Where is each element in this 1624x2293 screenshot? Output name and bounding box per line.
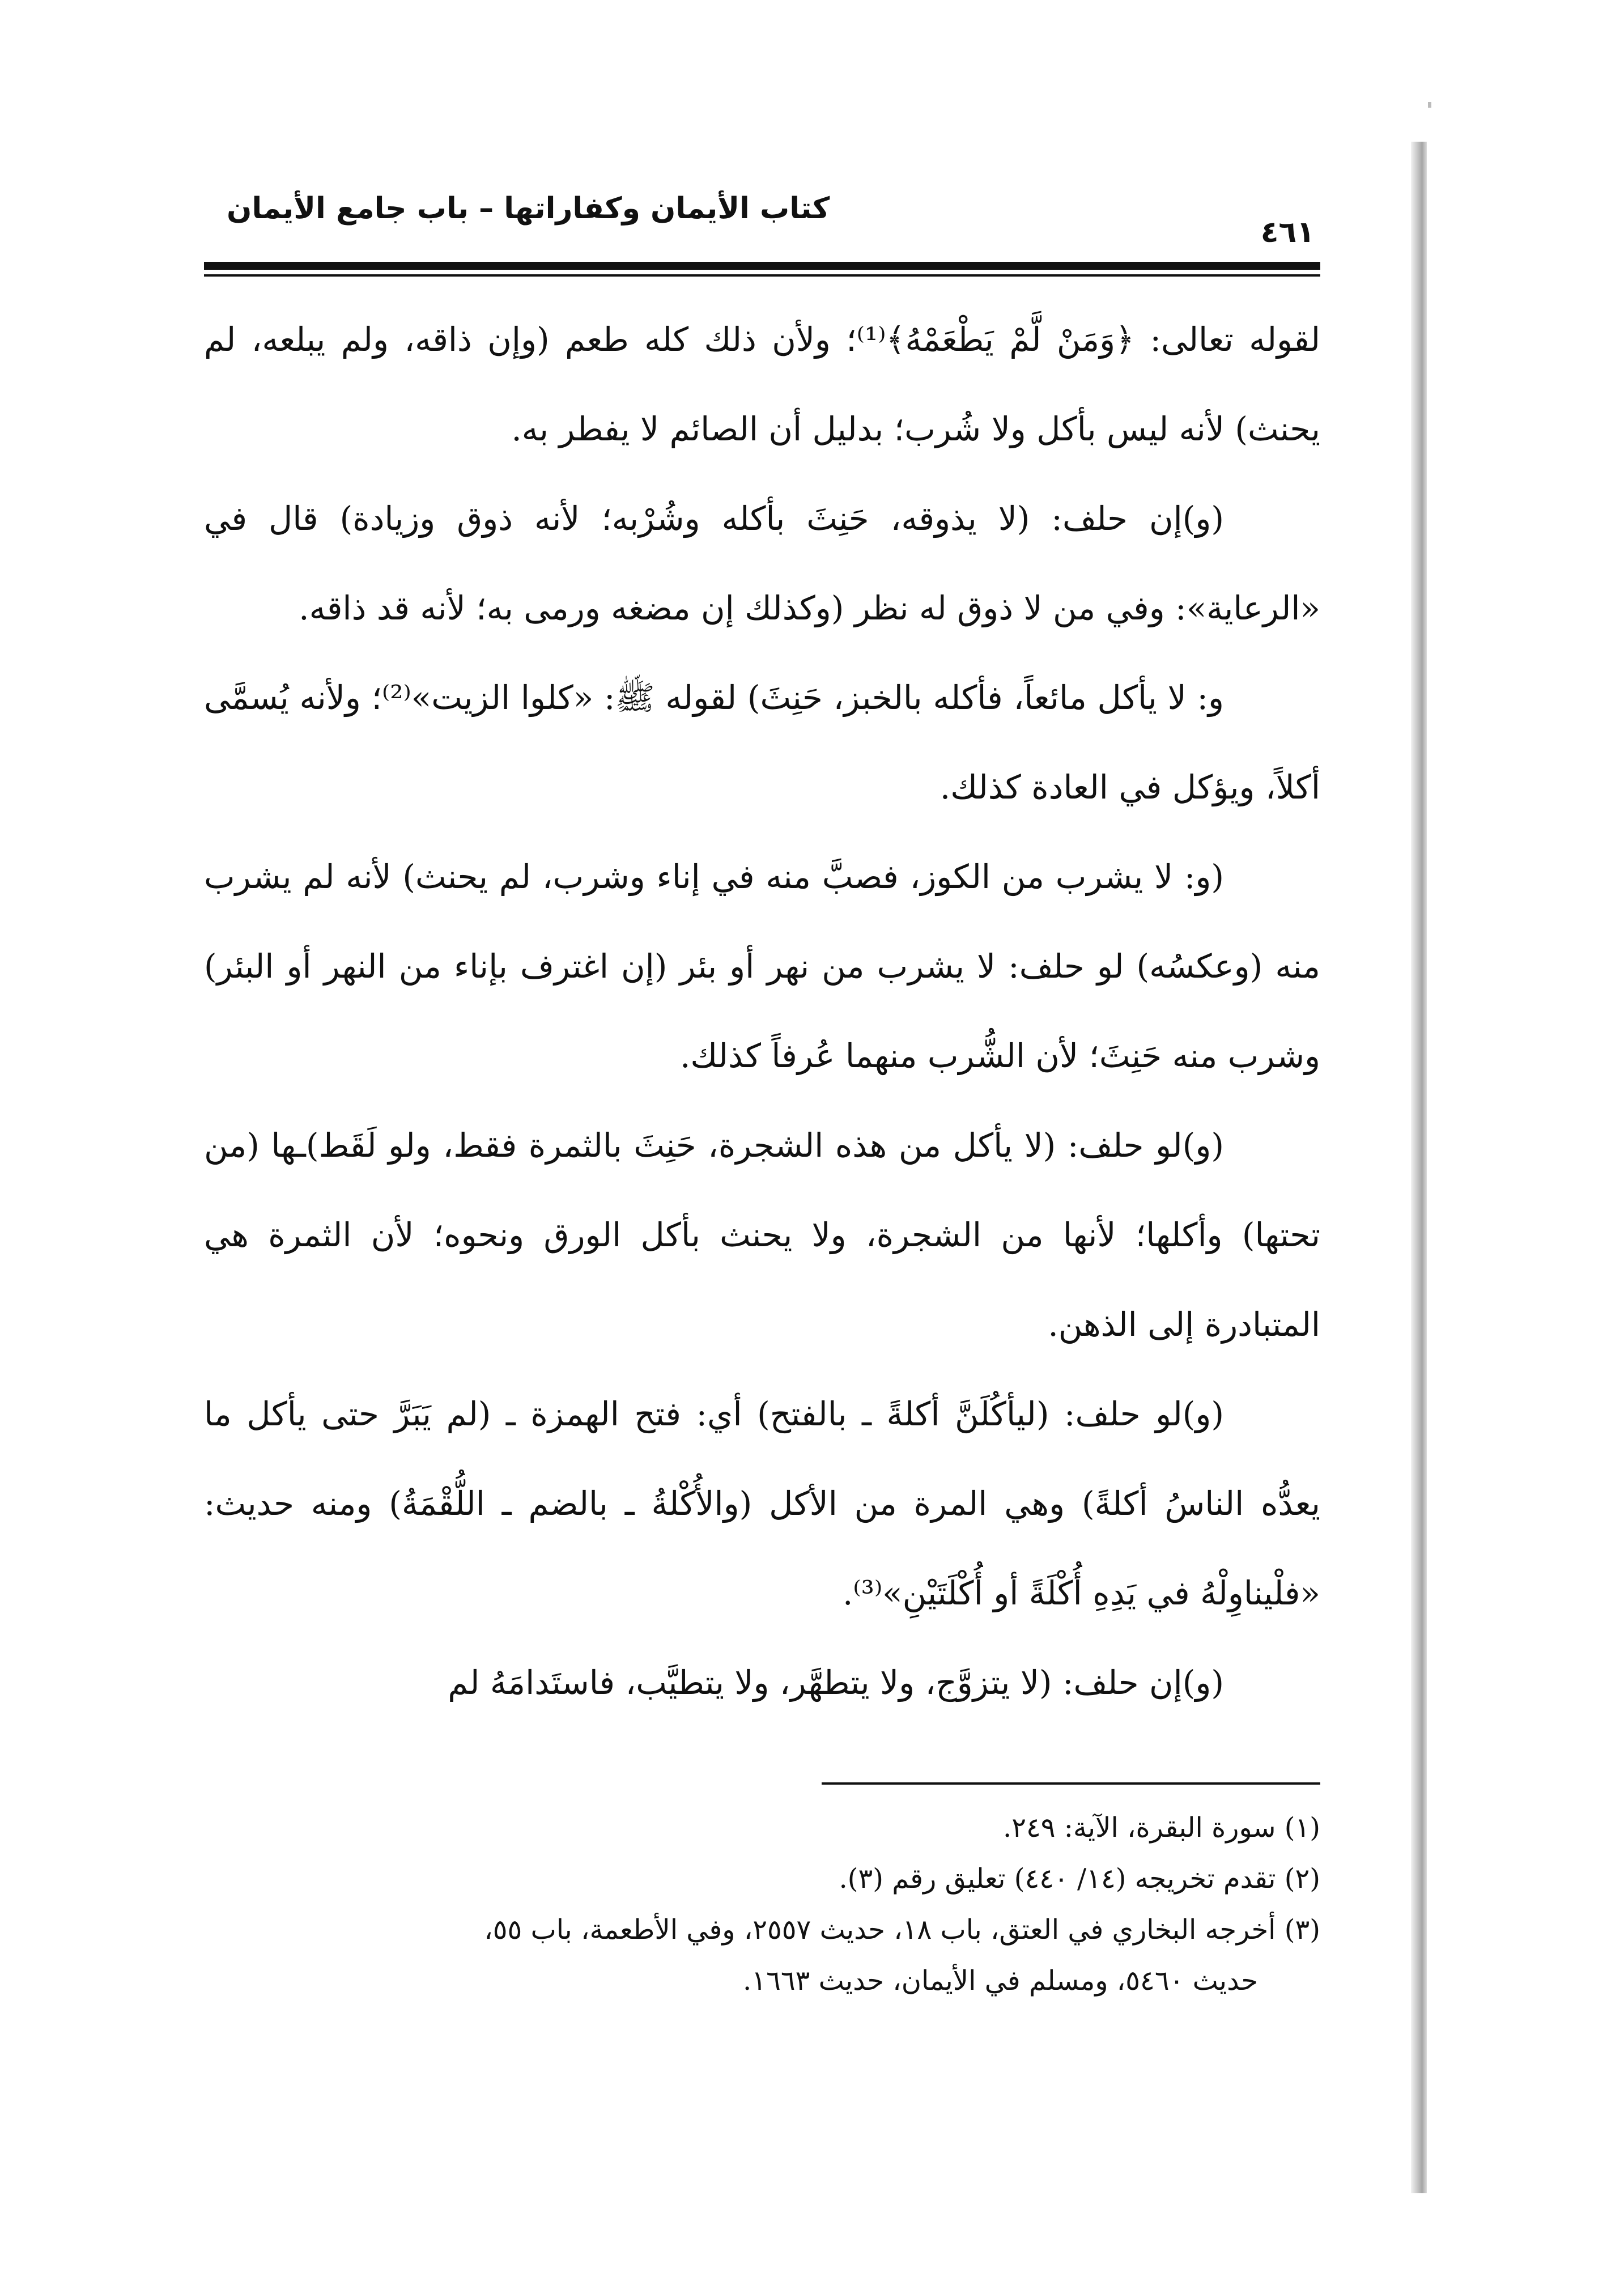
paragraph: لقوله تعالى: ﴿وَمَنْ لَّمْ يَطْعَمْهُ﴾⁽¹⁾؛ ولأن ذلك كله طعم (وإن ذاقه، ولم يبلعه، لم يحنث) لأنه ليس بأكل ولا شُرب؛ بدليل أن الصائم لا يفطر به.	[204, 320, 1320, 448]
running-title: كتاب الأيمان وكفاراتها – باب جامع الأيمان	[227, 192, 830, 226]
footnote: (١) سورة البقرة، الآية: ٢٤٩.	[1002, 1812, 1320, 1844]
running-header	[204, 187, 1320, 255]
paragraph: (و: لا يشرب من الكوز، فصبَّ منه في إناء وشرب، لم يحنث) لأنه لم يشرب منه (وعكسُه) لو حلف: لا يشرب من نهر أو بئر (إن اغترف بإناء من النهر أو البئر) وشرب منه حَنِثَ؛ لأن الشُّرب منهما عُرفاً كذلك.	[204, 857, 1320, 1075]
footnotes	[204, 1802, 1320, 2006]
paragraph: (و)لو حلف: (لا يأكل من هذه الشجرة، حَنِثَ بالثمرة فقط، ولو لَقَط)ـها (من تحتها) وأكلها؛ لأنها من الشجرة، ولا يحنث بأكل الورق ونحوه؛ لأن الثمرة هي المتبادرة إلى الذهن.	[204, 1126, 1320, 1344]
header-rule-thin	[204, 274, 1320, 277]
main-text	[204, 295, 1320, 1727]
paragraph: و: لا يأكل مائعاً، فأكله بالخبز، حَنِثَ) لقوله ﷺ: «كلوا الزيت»⁽²⁾؛ ولأنه يُسمَّى أكلاً، ويؤكل في العادة كذلك.	[204, 678, 1320, 806]
footnote-separator	[822, 1782, 1320, 1785]
paragraph: (و)إن حلف: (لا يتزوَّج، ولا يتطهَّر، ولا يتطيَّب، فاستَدامَهُ لم	[448, 1663, 1224, 1702]
footnote-continuation: حديث ٥٤٦٠، ومسلم في الأيمان، حديث ١٦٦٣.	[743, 1965, 1258, 1997]
header-rule-thick	[204, 262, 1320, 270]
footnote: (٣) أخرجه البخاري في العتق، باب ١٨، حديث ٢٥٥٧، وفي الأطعمة، باب ٥٥،	[484, 1914, 1320, 1946]
paragraph: (و)إن حلف: (لا يذوقه، حَنِثَ بأكله وشُرْبه؛ لأنه ذوق وزيادة) قال في «الرعاية»: وفي من لا ذوق له نظر (وكذلك إن مضغه ورمى به؛ لأنه قد ذاقه.	[204, 499, 1320, 627]
book-spine-shadow	[1411, 142, 1427, 2193]
paragraph: (و)لو حلف: (ليأكُلَنَّ أكلةً ـ بالفتح) أي: فتح الهمزة ـ (لم يَبَرَّ حتى يأكل ما يعدُّه الناسُ أكلةً) وهي المرة من الأكل (والأُكْلةُ ـ بالضم ـ اللُّقْمَةُ) ومنه حديث: «فلْيناوِلْهُ في يَدِهِ أُكْلَةً أو أُكْلَتَيْنِ»⁽³⁾.	[204, 1395, 1320, 1612]
footnote: (٢) تقدم تخريجه (١٤/ ٤٤٠) تعليق رقم (٣).	[839, 1863, 1320, 1895]
scan-mark	[1428, 102, 1431, 108]
page-number: ٤٦١	[1260, 215, 1315, 249]
book-page	[204, 187, 1320, 2086]
